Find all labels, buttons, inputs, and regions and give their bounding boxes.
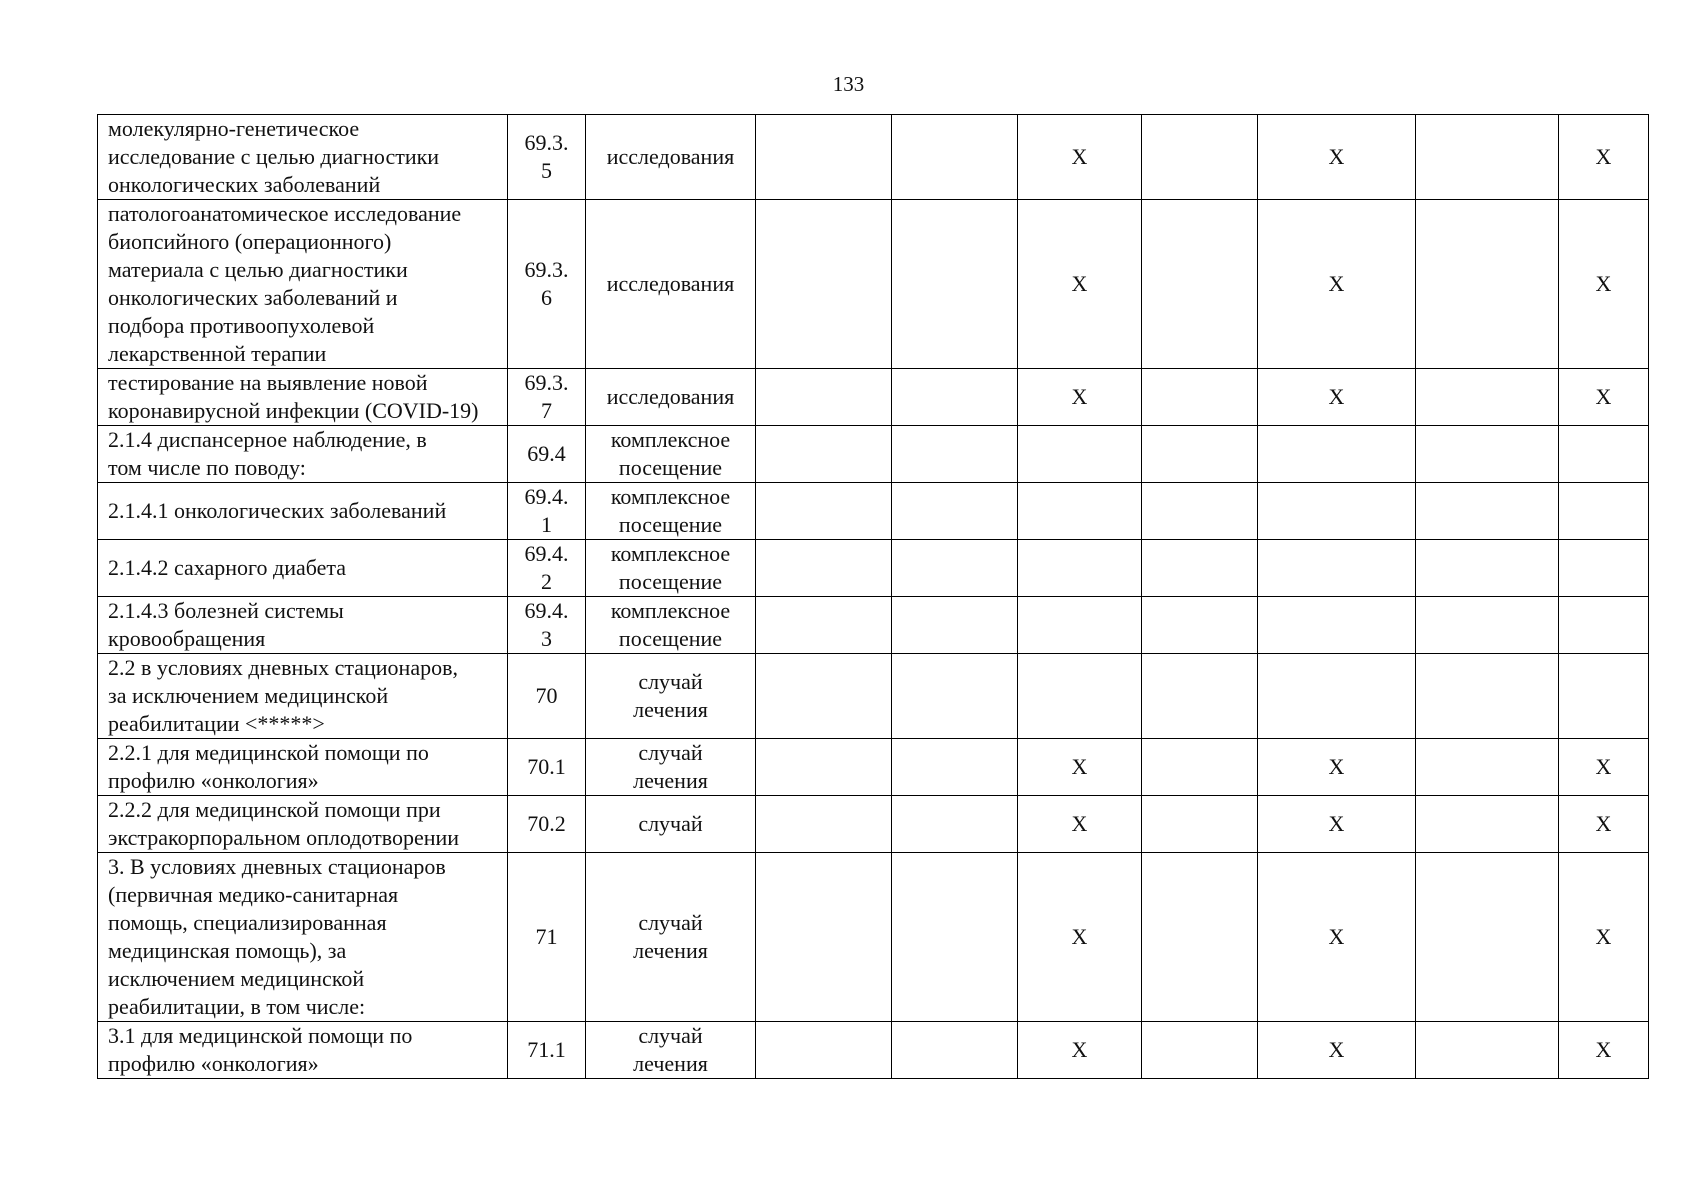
row-code-line: 69.3. <box>524 370 569 395</box>
unit-cell <box>586 796 756 853</box>
row-code-line: 2 <box>541 569 552 594</box>
indicator-name-line: 2.1.4.2 сахарного диабета <box>108 555 347 580</box>
value-cell <box>1416 115 1559 200</box>
indicator-name-line: реабилитации <*****> <box>108 711 325 736</box>
indicator-name-line: лекарственной терапии <box>108 341 327 366</box>
table-row <box>98 115 1649 200</box>
unit-line: исследования <box>606 271 735 296</box>
value-cell <box>892 483 1018 540</box>
value-cell: X <box>1258 200 1416 369</box>
table-row <box>98 796 1649 853</box>
value-cell <box>1559 654 1649 739</box>
value-cell <box>892 115 1018 200</box>
indicator-name-line: (первичная медико-санитарная <box>108 882 399 907</box>
value-cell <box>756 739 892 796</box>
row-code-line: 69.4. <box>524 484 569 509</box>
value-cell <box>1258 654 1416 739</box>
table-row <box>98 483 1649 540</box>
indicator-name-line: 2.2.2 для медицинской помощи при <box>108 797 441 822</box>
value-cell <box>1018 540 1142 597</box>
unit-line: посещение <box>618 626 723 651</box>
value-cell: X <box>1018 369 1142 426</box>
table-row <box>98 1022 1649 1079</box>
indicator-name-line: 2.1.4 диспансерное наблюдение, в <box>108 427 427 452</box>
value-cell <box>1416 426 1559 483</box>
value-cell <box>1142 115 1258 200</box>
value-cell: X <box>1559 115 1649 200</box>
value-cell <box>1416 597 1559 654</box>
value-cell <box>1416 654 1559 739</box>
value-cell <box>1559 597 1649 654</box>
value-cell <box>756 1022 892 1079</box>
row-code-line: 70.1 <box>527 754 566 779</box>
value-cell: X <box>1258 1022 1416 1079</box>
value-cell: X <box>1559 369 1649 426</box>
unit-line: лечения <box>633 1051 708 1076</box>
value-cell <box>1142 369 1258 426</box>
row-code-cell <box>508 853 586 1022</box>
value-cell <box>1142 654 1258 739</box>
indicator-name-line: за исключением медицинской <box>108 683 389 708</box>
row-code-cell <box>508 654 586 739</box>
unit-cell <box>586 483 756 540</box>
value-cell <box>1258 483 1416 540</box>
value-cell: X <box>1258 115 1416 200</box>
value-cell <box>1416 540 1559 597</box>
row-code-line: 70.2 <box>527 811 566 836</box>
value-cell <box>1018 483 1142 540</box>
indicator-name-line: реабилитации, в том числе: <box>108 994 366 1019</box>
value-cell: X <box>1018 796 1142 853</box>
indicator-name-line: 3.1 для медицинской помощи по <box>108 1023 413 1048</box>
unit-line: посещение <box>618 512 723 537</box>
table-row <box>98 369 1649 426</box>
indicator-name-line: профилю «онкология» <box>108 768 319 793</box>
indicator-name-line: материала с целью диагностики <box>108 257 408 282</box>
value-cell: X <box>1258 739 1416 796</box>
unit-line: посещение <box>618 455 723 480</box>
value-cell <box>756 796 892 853</box>
value-cell: X <box>1559 739 1649 796</box>
value-cell <box>1142 853 1258 1022</box>
row-code-line: 69.4. <box>524 598 569 623</box>
value-cell <box>756 483 892 540</box>
value-cell <box>892 426 1018 483</box>
unit-line: исследования <box>606 144 735 169</box>
unit-line: случай <box>638 740 703 765</box>
indicator-name-cell <box>98 1022 508 1079</box>
indicator-name-line: молекулярно-генетическое <box>108 116 360 141</box>
indicator-name-line: 3. В условиях дневных стационаров <box>108 854 446 879</box>
indicator-name-cell <box>98 115 508 200</box>
row-code-cell <box>508 200 586 369</box>
table-body <box>98 115 1649 1079</box>
row-code-cell <box>508 1022 586 1079</box>
unit-line: комплексное <box>610 427 731 452</box>
value-cell <box>1018 597 1142 654</box>
unit-cell <box>586 853 756 1022</box>
unit-line: случай <box>638 669 703 694</box>
value-cell <box>1258 426 1416 483</box>
value-cell <box>756 853 892 1022</box>
value-cell <box>892 540 1018 597</box>
value-cell <box>892 369 1018 426</box>
value-cell: X <box>1018 739 1142 796</box>
row-code-line: 3 <box>541 626 552 651</box>
row-code-line: 70 <box>535 683 558 708</box>
indicator-name-cell <box>98 654 508 739</box>
row-code-line: 69.3. <box>524 257 569 282</box>
unit-cell <box>586 1022 756 1079</box>
value-cell <box>1142 483 1258 540</box>
value-cell <box>756 597 892 654</box>
value-cell <box>1258 540 1416 597</box>
value-cell <box>756 200 892 369</box>
value-cell <box>1018 654 1142 739</box>
indicator-name-line: исключением медицинской <box>108 966 365 991</box>
unit-cell <box>586 540 756 597</box>
table-row <box>98 540 1649 597</box>
value-cell <box>1416 1022 1559 1079</box>
row-code-line: 69.4. <box>524 541 569 566</box>
unit-cell <box>586 115 756 200</box>
indicator-name-cell <box>98 200 508 369</box>
unit-line: исследования <box>606 384 735 409</box>
row-code-cell <box>508 115 586 200</box>
row-code-cell <box>508 369 586 426</box>
table-row <box>98 853 1649 1022</box>
row-code-cell <box>508 597 586 654</box>
value-cell <box>1416 483 1559 540</box>
value-cell <box>1416 853 1559 1022</box>
value-cell: X <box>1559 796 1649 853</box>
unit-line: комплексное <box>610 598 731 623</box>
value-cell <box>892 1022 1018 1079</box>
value-cell <box>892 654 1018 739</box>
indicator-name-line: онкологических заболеваний и <box>108 285 398 310</box>
unit-line: случай <box>638 910 703 935</box>
table-row <box>98 654 1649 739</box>
row-code-line: 6 <box>541 285 552 310</box>
value-cell <box>1559 483 1649 540</box>
indicator-name-line: коронавирусной инфекции (COVID-19) <box>108 398 479 423</box>
indicator-name-cell <box>98 369 508 426</box>
value-cell <box>756 426 892 483</box>
table-row <box>98 597 1649 654</box>
value-cell <box>1142 1022 1258 1079</box>
indicator-name-line: биопсийного (операционного) <box>108 229 392 254</box>
value-cell: X <box>1559 853 1649 1022</box>
value-cell: X <box>1559 200 1649 369</box>
value-cell <box>1142 796 1258 853</box>
row-code-cell <box>508 739 586 796</box>
indicator-name-line: экстракорпоральном оплодотворении <box>108 825 460 850</box>
data-table <box>97 114 1649 1079</box>
value-cell: X <box>1559 1022 1649 1079</box>
row-code-line: 69.3. <box>524 130 569 155</box>
indicator-name-line: профилю «онкология» <box>108 1051 319 1076</box>
indicator-name-cell <box>98 853 508 1022</box>
value-cell <box>892 200 1018 369</box>
unit-cell <box>586 739 756 796</box>
indicator-name-line: онкологических заболеваний <box>108 172 381 197</box>
indicator-name-line: 2.1.4.3 болезней системы <box>108 598 344 623</box>
value-cell <box>1142 426 1258 483</box>
value-cell <box>892 796 1018 853</box>
unit-cell <box>586 200 756 369</box>
unit-cell <box>586 597 756 654</box>
indicator-name-cell <box>98 426 508 483</box>
unit-cell <box>586 369 756 426</box>
unit-line: комплексное <box>610 541 731 566</box>
value-cell: X <box>1018 853 1142 1022</box>
indicator-name-cell <box>98 597 508 654</box>
indicator-name-line: 2.2.1 для медицинской помощи по <box>108 740 429 765</box>
row-code-cell <box>508 796 586 853</box>
indicator-name-line: медицинская помощь), за <box>108 938 347 963</box>
value-cell <box>1416 739 1559 796</box>
value-cell <box>1142 597 1258 654</box>
row-code-line: 5 <box>541 158 552 183</box>
value-cell <box>756 654 892 739</box>
value-cell <box>1416 796 1559 853</box>
table-row <box>98 739 1649 796</box>
indicator-name-cell <box>98 796 508 853</box>
indicator-name-line: кровообращения <box>108 626 266 651</box>
value-cell: X <box>1018 1022 1142 1079</box>
value-cell <box>1258 597 1416 654</box>
value-cell <box>1559 540 1649 597</box>
value-cell <box>1142 540 1258 597</box>
unit-cell <box>586 426 756 483</box>
row-code-line: 71.1 <box>527 1037 566 1062</box>
row-code-line: 71 <box>535 924 558 949</box>
unit-cell <box>586 654 756 739</box>
indicator-name-line: том числе по поводу: <box>108 455 306 480</box>
indicator-name-cell <box>98 739 508 796</box>
row-code-line: 69.4 <box>527 441 566 466</box>
table-row <box>98 426 1649 483</box>
value-cell <box>1142 739 1258 796</box>
value-cell <box>756 115 892 200</box>
value-cell <box>1018 426 1142 483</box>
unit-line: посещение <box>618 569 723 594</box>
unit-line: комплексное <box>610 484 731 509</box>
row-code-cell <box>508 540 586 597</box>
value-cell <box>756 540 892 597</box>
value-cell <box>892 597 1018 654</box>
unit-line: лечения <box>633 938 708 963</box>
value-cell: X <box>1258 369 1416 426</box>
table-row <box>98 200 1649 369</box>
value-cell <box>1142 200 1258 369</box>
unit-line: случай <box>638 811 703 836</box>
indicator-name-line: помощь, специализированная <box>108 910 387 935</box>
value-cell <box>892 739 1018 796</box>
row-code-cell <box>508 426 586 483</box>
indicator-name-line: подбора противоопухолевой <box>108 313 375 338</box>
value-cell <box>1416 369 1559 426</box>
value-cell <box>756 369 892 426</box>
unit-line: случай <box>638 1023 703 1048</box>
value-cell <box>1416 200 1559 369</box>
indicator-name-line: 2.2 в условиях дневных стационаров, <box>108 655 458 680</box>
page-number: 133 <box>832 72 865 96</box>
unit-line: лечения <box>633 697 708 722</box>
indicator-name-line: 2.1.4.1 онкологических заболеваний <box>108 498 447 523</box>
row-code-cell <box>508 483 586 540</box>
row-code-line: 7 <box>541 398 552 423</box>
value-cell: X <box>1018 115 1142 200</box>
indicator-name-line: исследование с целью диагностики <box>108 144 440 169</box>
value-cell <box>892 853 1018 1022</box>
row-code-line: 1 <box>541 512 552 537</box>
indicator-name-cell <box>98 483 508 540</box>
indicator-name-line: патологоанатомическое исследование <box>108 201 462 226</box>
indicator-name-line: тестирование на выявление новой <box>108 370 428 395</box>
value-cell <box>1559 426 1649 483</box>
value-cell: X <box>1258 796 1416 853</box>
value-cell: X <box>1018 200 1142 369</box>
unit-line: лечения <box>633 768 708 793</box>
indicator-name-cell <box>98 540 508 597</box>
value-cell: X <box>1258 853 1416 1022</box>
